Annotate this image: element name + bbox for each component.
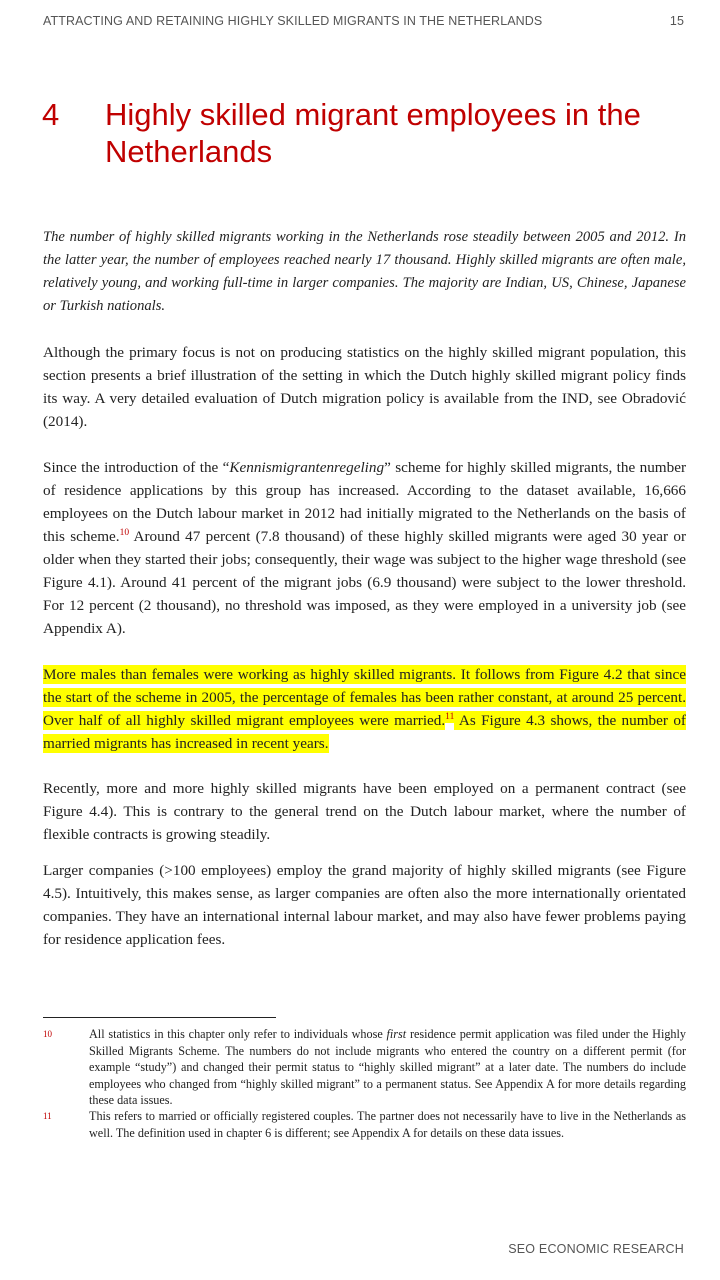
- p3-text-b: As Figure 4.3 shows, the number of married migrants has increased in recent years.: [43, 712, 686, 752]
- chapter-intro-paragraph: The number of highly skilled migrants working in the Netherlands rose steadily between 2005 and 2012. In the latter year, the number of employees reached nearly 17 thousand. Highly skilled migrants are often male, relatively young, and working full-time in larger companies. The majority are Indian, US, Chinese, Japanese or Turkish nationals.: [43, 229, 686, 314]
- footnote-10-text: [89, 1026, 686, 1109]
- p2-text-b: ” scheme for highly skilled migrants, the number of residence applications by this group has increased. According to the dataset available, 16,666 employees on the Dutch labour market in 2012 had initially migrated to the Netherlands on the basis of this scheme.: [43, 459, 686, 545]
- body-paragraph-5: Larger companies (>100 employees) employ the grand majority of highly skilled migrants (see Figure 4.5). Intuitively, this makes sense, as larger companies are often also the more internationally orientated companies. They have an international internal labour market, and may also have fewer problems paying for residence application fees.: [43, 862, 686, 948]
- footnote-separator: [43, 1017, 276, 1018]
- footnote-10-mark: 10: [43, 1029, 52, 1039]
- footnote-10: [43, 1026, 686, 1109]
- footnote-11-text: This refers to married or officially registered couples. The partner does not necessarily have to live in the Netherlands as well. The definition used in chapter 6 is different; see Appendix A for details on these data issues.: [89, 1109, 686, 1140]
- footnote-11: [43, 1108, 686, 1141]
- chapter-title: Highly skilled migrant employees in the Netherlands: [105, 97, 641, 169]
- footnote-11-mark: 11: [43, 1111, 52, 1121]
- body-paragraph-2: [43, 456, 686, 640]
- fn10-text-b: residence permit application was filed under the Highly Skilled Migrants Scheme. The numbers do not include migrants who entered the country on a different permit (for example “study”) and changed their permit status to “highly skilled migrant” at a later date. The numbers do include employees who changed from “highly skilled migrant” to a permanent status. See Appendix A for more details regarding these data issues.: [89, 1027, 686, 1107]
- chapter-number: 4: [42, 97, 60, 132]
- body-paragraph-4: Recently, more and more highly skilled migrants have been employed on a permanent contract (see Figure 4.4). This is contrary to the general trend on the Dutch labour market, where the number of flexible contracts is growing steadily.: [43, 780, 686, 843]
- p2-scheme-name: Kennismigrantenregeling: [229, 459, 385, 476]
- running-title: ATTRACTING AND RETAINING HIGHLY SKILLED MIGRANTS IN THE NETHERLANDS: [43, 14, 543, 28]
- body-paragraph-3-highlighted: [43, 663, 686, 755]
- body-paragraph-1: Although the primary focus is not on producing statistics on the highly skilled migrant population, this section presents a brief illustration of the setting in which the Dutch highly skilled migrant policy finds its way. A very detailed evaluation of Dutch migration policy is available from the IND, see Obradović (2014).: [43, 344, 686, 430]
- footnote-ref-11[interactable]: 11: [445, 711, 455, 722]
- p3-text-a: More males than females were working as highly skilled migrants. It follows from Figure 4.2 that since the start of the scheme in 2005, the percentage of females has been rather constant, at around 25 percent. Over half of all highly skilled migrant employees were married.: [43, 666, 686, 729]
- running-header: [43, 14, 684, 30]
- page-number: 15: [669, 14, 684, 28]
- fn10-emphasis: first: [386, 1027, 407, 1041]
- footnote-ref-10[interactable]: 10: [119, 527, 130, 538]
- p2-text-c: Around 47 percent (7.8 thousand) of these highly skilled migrants were aged 30 year or older when they started their jobs; consequently, their wage was subject to the higher wage threshold (see Figure 4.1). Around 41 percent of the migrant jobs (6.9 thousand) were subject to the lower threshold. For 12 percent (2 thousand), no threshold was imposed, as they were employed in a university job (see Appendix A).: [43, 528, 687, 637]
- fn10-text-a: All statistics in this chapter only refer to individuals whose: [89, 1027, 387, 1041]
- page-footer-publisher: SEO ECONOMIC RESEARCH: [508, 1242, 684, 1256]
- p2-text-a: Since the introduction of the “: [43, 459, 230, 476]
